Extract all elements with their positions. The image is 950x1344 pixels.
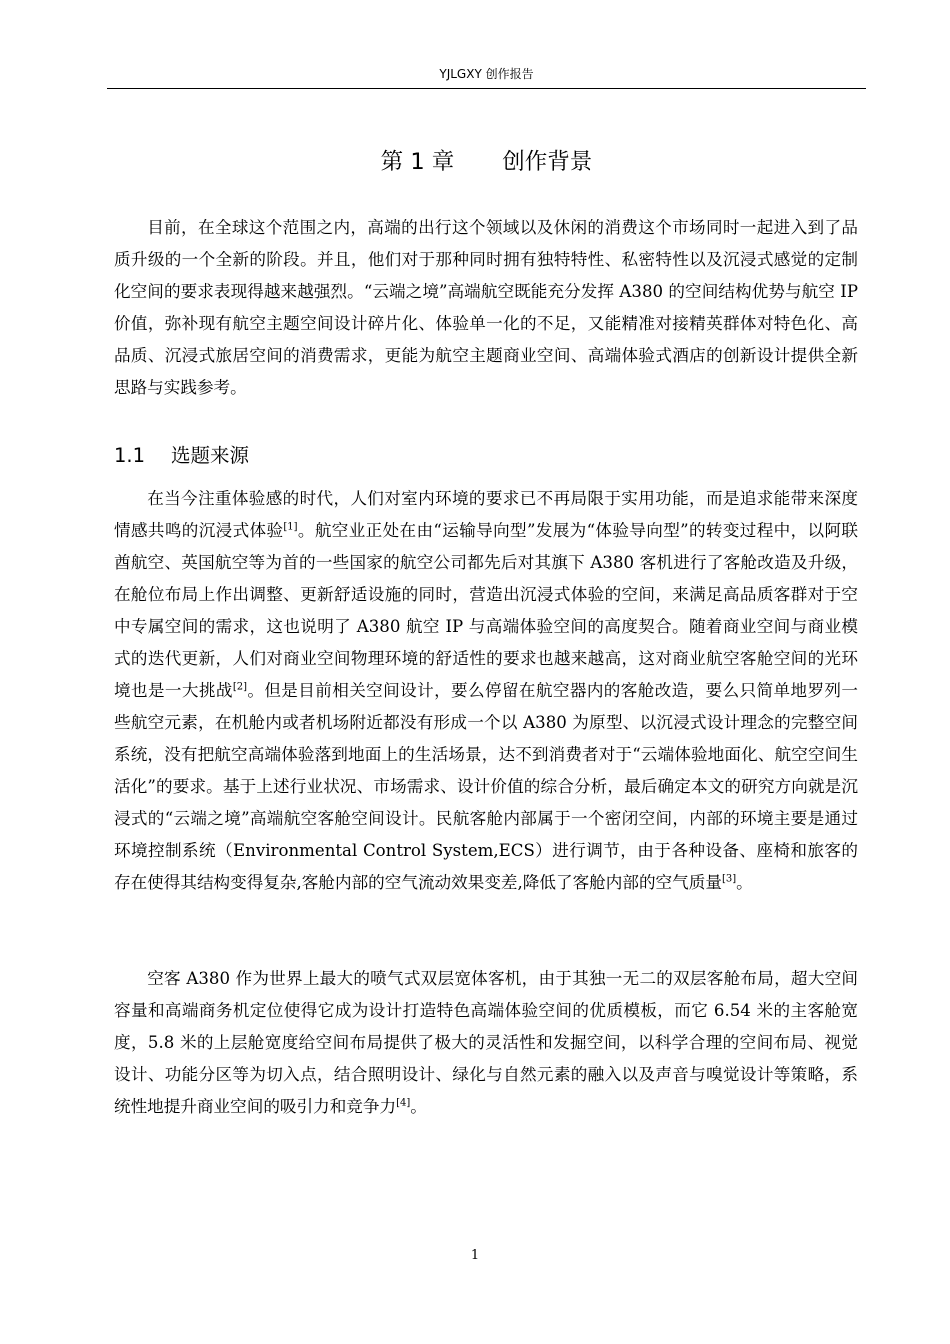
section-number: 1.1 <box>114 444 146 467</box>
chapter-number: 第 1 章 <box>380 149 455 175</box>
paragraph-topic-source <box>114 483 858 899</box>
paragraph-text: 。航空业正处在由“运输导向型”发展为“体验导向型”的转变过程中，以阿联酋航空、英国航空等为首的一些国家的航空公司都先后对其旗下 A380 客机进行了客舱改造及升级，在舱位布局上作出调整、更新舒适设施的同时，营造出沉浸式体验的空间，来满足高品质客群对于空中专属空间的需求，这也说明了 A380 航空 IP 与高端体验空间的高度契合。随着商业空间与商业模式的迭代更新，人们对商业空间物理环境的舒适性的要求也越来越高，这对商业航空客舱空间的光环境也是一大挑战 <box>114 521 859 700</box>
running-header: YJLGXY 创作报告 <box>439 67 534 81</box>
chapter-heading <box>107 146 866 178</box>
section-title: 选题来源 <box>171 444 250 467</box>
paragraph-text: 。 <box>736 873 753 892</box>
paragraph-a380 <box>114 963 858 1123</box>
citation-ref[interactable]: [1] <box>283 521 298 533</box>
header-rule <box>107 88 866 89</box>
chapter-title: 创作背景 <box>502 149 593 175</box>
section-heading <box>114 441 249 471</box>
paragraph-text: 。 <box>410 1097 427 1116</box>
paragraph-text: 在当今注重体验感的时代，人们对室内环境的要求已不再局限于实用功能，而是追求能带来深度情感共鸣的沉浸式体验 <box>114 489 858 540</box>
paragraph-intro: 目前，在全球这个范围之内，高端的出行这个领域以及休闲的消费这个市场同时一起进入到了品质升级的一个全新的阶段。并且，他们对于那种同时拥有独特特性、私密特性以及沉浸式感觉的定制化空间的要求表现得越来越强烈。“云端之境”高端航空既能充分发挥 A380 的空间结构优势与航空 IP 价值，弥补现有航空主题空间设计碎片化、体验单一化的不足，又能精准对接精英群体对特色化、高品质、沉浸式旅居空间的消费需求，更能为航空主题商业空间、高端体验式酒店的创新设计提供全新思路与实践参考。 <box>114 218 858 397</box>
paragraph-text: 空客 A380 作为世界上最大的喷气式双层宽体客机，由于其独一无二的双层客舱布局，超大空间容量和高端商务机定位使得它成为设计打造特色高端体验空间的优质模板，而它 6.54 米的主客舱宽度，5.8 米的上层舱宽度给空间布局提供了极大的灵活性和发掘空间，以科学合理的空间布局、视觉设计、功能分区等为切入点，结合照明设计、绿化与自然元素的融入以及声音与嗅觉设计等策略，系统性地提升商业空间的吸引力和竞争力 <box>114 969 858 1116</box>
page-number: 1 <box>470 1248 480 1263</box>
citation-ref[interactable]: [3] <box>721 873 737 885</box>
paragraph-text: 。但是目前相关空间设计，要么停留在航空器内的客舱改造，要么只简单地罗列一些航空元素，在机舱内或者机场附近都没有形成一个以 A380 为原型、以沉浸式设计理念的完整空间系统，没有把航空高端体验落到地面上的生活场景，达不到消费者对于“云端体验地面化、航空空间生活化”的要求。基于上述行业状况、市场需求、设计价值的综合分析，最后确定本文的研究方向就是沉浸式的“云端之境”高端航空客舱空间设计。民航客舱内部属于一个密闭空间，内部的环境主要是通过环境控制系统（Environmental Control System,ECS）进行调节，由于各种设备、座椅和旅客的存在使得其结构变得复杂,客舱内部的空气流动效果变差,降低了客舱内部的空气质量 <box>114 681 859 892</box>
citation-ref[interactable]: [2] <box>232 681 247 693</box>
citation-ref[interactable]: [4] <box>396 1097 411 1109</box>
